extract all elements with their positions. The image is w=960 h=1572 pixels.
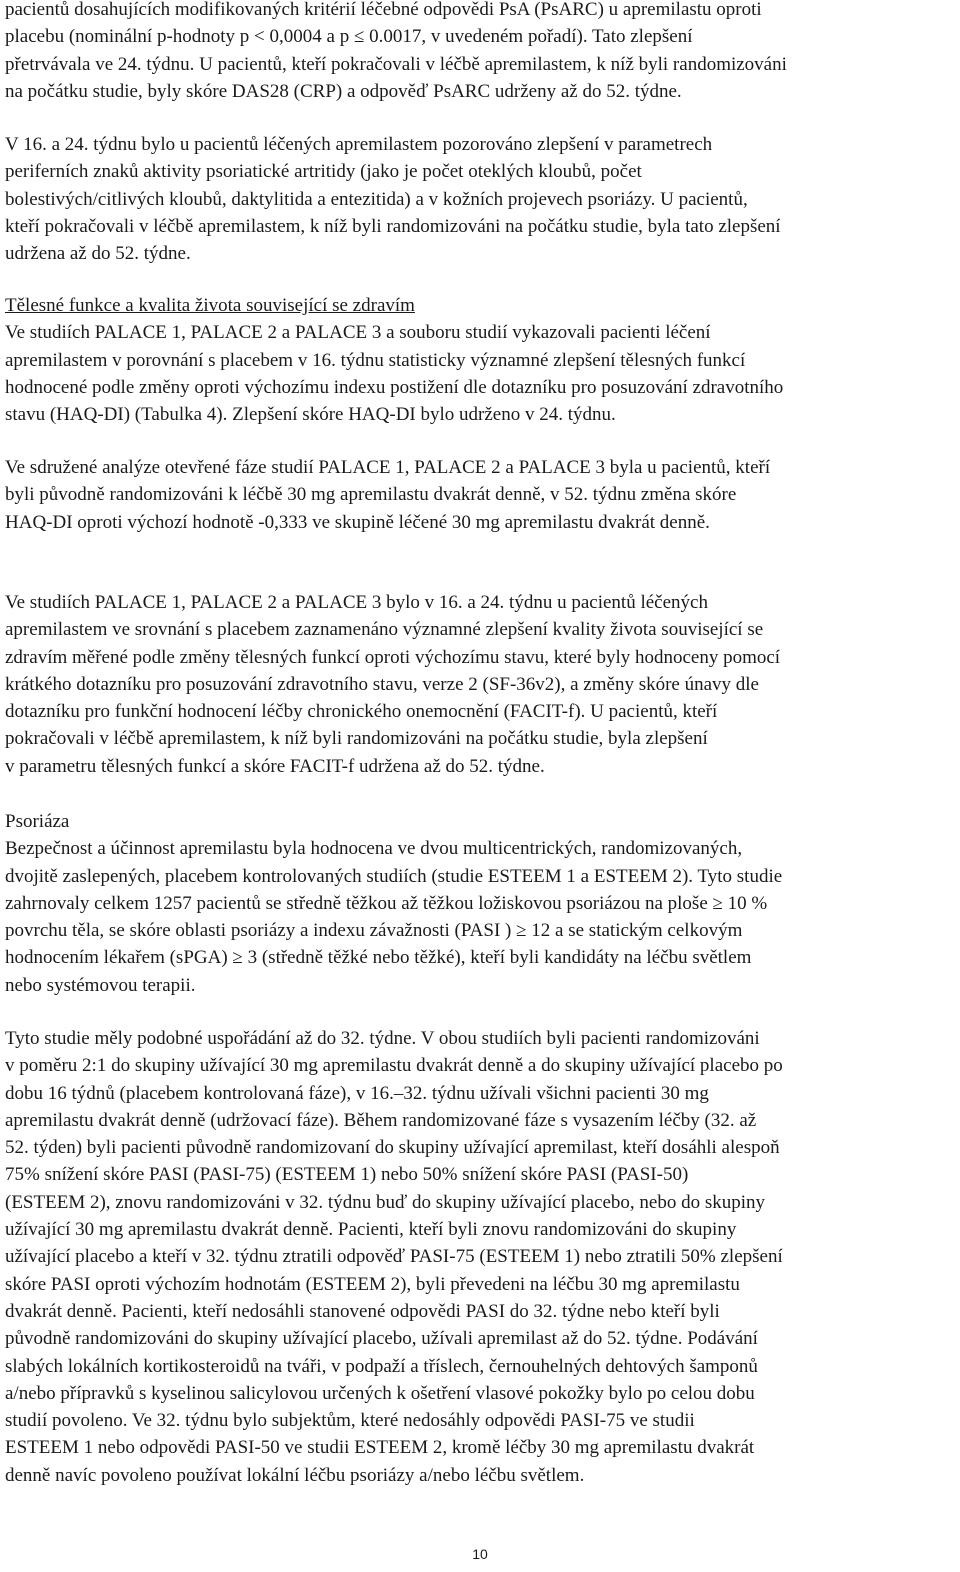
paragraph-open-label-analysis bbox=[5, 454, 770, 536]
text-line: bolestivých/citlivých kloubů, daktylitida a entezitida) a v kožních projevech psoriázy. U pacientů, bbox=[5, 188, 748, 210]
text-line: nebo systémovou terapii. bbox=[5, 974, 196, 996]
text-line: povrchu těla, se skóre oblasti psoriázy a indexu závažnosti (PASI ) ≥ 12 a se statickým celkovým bbox=[5, 920, 743, 942]
text-line: byli původně randomizováni k léčbě 30 mg apremilastu dvakrát denně, v 52. týdnu změna skóre bbox=[5, 484, 737, 506]
text-line: dvakrát denně. Pacienti, kteří nedosáhli stanovené odpovědi PASI do 32. týdne nebo kteří byli bbox=[5, 1300, 720, 1322]
text-line: zahrnovaly celkem 1257 pacientů se středně těžkou až těžkou ložiskovou psoriázou na ploše ≥ 10 % bbox=[5, 892, 768, 914]
page-number: 10 bbox=[472, 1546, 488, 1562]
section-psoriasis bbox=[5, 808, 782, 999]
text-line: přetrvávala ve 24. týdnu. U pacientů, kteří pokračovali v léčbě apremilastem, k níž byli randomizováni bbox=[5, 53, 787, 75]
text-line: dobu 16 týdnů (placebem kontrolovaná fáze), v 16.–32. týdnu užívali všichni pacienti 30 mg bbox=[5, 1082, 709, 1104]
text-line: apremilastu dvakrát denně (udržovací fáze). Během randomizované fáze s vysazením léčby (32. až bbox=[5, 1109, 757, 1131]
text-line: kteří pokračovali v léčbě apremilastem, k níž byli randomizováni na počátku studie, byla tato zlepšení bbox=[5, 215, 781, 237]
text-line: zdravím měřené podle změny tělesných funkcí oproti výchozímu stavu, které byly hodnoceny pomocí bbox=[5, 646, 781, 668]
text-line: Ve sdružené analýze otevřené fáze studií PALACE 1, PALACE 2 a PALACE 3 byla u pacientů, kteří bbox=[5, 457, 771, 478]
text-line: denně navíc povoleno používat lokální léčbu psoriázy a/nebo léčbu světlem. bbox=[5, 1464, 585, 1486]
text-line: apremilastem ve srovnání s placebem zaznamenáno významné zlepšení kvality života související se bbox=[5, 619, 764, 641]
text-line: 52. týden) byli pacienti původně randomizovaní do skupiny užívající apremilast, kteří dosáhli alespoň bbox=[5, 1137, 780, 1159]
text-line: na počátku studie, byly skóre DAS28 (CRP) a odpověď PsARC udrženy až do 52. týdne. bbox=[5, 80, 682, 102]
text-line: pacientů dosahujících modifikovaných kritérií léčebné odpovědi PsA (PsARC) u apremilastu oproti bbox=[5, 0, 762, 20]
text-line: periferních znaků aktivity psoriatické artritidy (jako je počet oteklých kloubů, počet bbox=[5, 161, 642, 183]
text-line: Ve studiích PALACE 1, PALACE 2 a PALACE 3 a souboru studií vykazovali pacienti léčení bbox=[5, 322, 711, 344]
text-line: dotazníku pro funkční hodnocení léčby chronického onemocnění (FACIT-f). U pacientů, kteří bbox=[5, 701, 718, 723]
section-heading: Psoriáza bbox=[5, 811, 70, 832]
text-line: krátkého dotazníku pro posuzování zdravotního stavu, verze 2 (SF-36v2), a změny skóre únavy dle bbox=[5, 673, 759, 695]
section-heading: Tělesné funkce a kvalita života související se zdravím bbox=[5, 295, 415, 316]
text-line: (ESTEEM 2), znovu randomizováni v 32. týdnu buď do skupiny užívající placebo, nebo do skupiny bbox=[5, 1191, 766, 1213]
paragraph-peripheral-signs bbox=[5, 131, 781, 267]
text-line: apremilastem v porovnání s placebem v 16. týdnu statisticky významné zlepšení tělesných funkcí bbox=[5, 349, 746, 371]
text-line: Ve studiích PALACE 1, PALACE 2 a PALACE 3 bylo v 16. a 24. týdnu u pacientů léčených bbox=[5, 592, 708, 613]
text-line: v parametru tělesných funkcí a skóre FACIT-f udržena až do 52. týdne. bbox=[5, 755, 545, 777]
text-line: a/nebo přípravků s kyselinou salicylovou určených k ošetření vlasové pokožky bylo po celou dobu bbox=[5, 1382, 755, 1404]
text-line: studií povoleno. Ve 32. týdnu bylo subjektům, které nedosáhly odpovědi PASI-75 ve studii bbox=[5, 1410, 695, 1432]
text-line: udržena až do 52. týdne. bbox=[5, 243, 191, 265]
paragraph-study-design bbox=[5, 1025, 783, 1489]
text-line: HAQ-DI oproti výchozí hodnotě -0,333 ve skupině léčené 30 mg apremilastu dvakrát denně. bbox=[5, 511, 710, 533]
section-physical-function bbox=[5, 292, 783, 428]
text-line: hodnocené podle změny oproti výchozímu indexu postižení dle dotazníku pro posuzování zdravotního bbox=[5, 376, 784, 398]
text-line: dvojitě zaslepených, placebem kontrolovaných studiích (studie ESTEEM 1 a ESTEEM 2). Tyto studie bbox=[5, 865, 783, 887]
text-line: v poměru 2:1 do skupiny užívající 30 mg apremilastu dvakrát denně a do skupiny užívající placebo po bbox=[5, 1055, 783, 1077]
text-line: pokračovali v léčbě apremilastem, k níž byli randomizováni na počátku studie, byla zlepšení bbox=[5, 728, 708, 750]
text-line: užívající 30 mg apremilastu dvakrát denně. Pacienti, kteří byli znovu randomizováni do skupiny bbox=[5, 1219, 737, 1241]
text-line: Tyto studie měly podobné uspořádání až do 32. týdne. V obou studiích byli pacienti randomizováni bbox=[5, 1028, 760, 1049]
text-line: skóre PASI oproti výchozím hodnotám (ESTEEM 2), byli převedeni na léčbu 30 mg apremilastu bbox=[5, 1273, 740, 1295]
text-line: stavu (HAQ-DI) (Tabulka 4). Zlepšení skóre HAQ-DI bylo udrženo v 24. týdnu. bbox=[5, 404, 616, 426]
text-line: Bezpečnost a účinnost apremilastu byla hodnocena ve dvou multicentrických, randomizovaných, bbox=[5, 838, 743, 860]
paragraph-psarc bbox=[5, 0, 787, 105]
text-line: ESTEEM 1 nebo odpovědi PASI-50 ve studii ESTEEM 2, kromě léčby 30 mg apremilastu dvakrát bbox=[5, 1437, 755, 1459]
text-line: původně randomizováni do skupiny užívající placebo, užívali apremilast až do 52. týdne. Podávání bbox=[5, 1328, 758, 1350]
text-line: hodnocením lékařem (sPGA) ≥ 3 (středně těžké nebo těžké), kteří byli kandidáty na léčbu světlem bbox=[5, 947, 752, 969]
text-line: 75% snížení skóre PASI (PASI-75) (ESTEEM 1) nebo 50% snížení skóre PASI (PASI-50) bbox=[5, 1164, 689, 1186]
paragraph-quality-of-life bbox=[5, 589, 780, 780]
text-line: placebu (nominální p-hodnoty p < 0,0004 a p ≤ 0.0017, v uvedeném pořadí). Tato zlepšení bbox=[5, 26, 693, 48]
text-line: V 16. a 24. týdnu bylo u pacientů léčených apremilastem pozorováno zlepšení v parametrech bbox=[5, 134, 713, 155]
text-line: slabých lokálních kortikosteroidů na tváři, v podpaží a tříslech, černouhelných dehtových šamponů bbox=[5, 1355, 758, 1377]
text-line: užívající placebo a kteří v 32. týdnu ztratili odpověď PASI-75 (ESTEEM 1) nebo ztratili 50% zlepšení bbox=[5, 1246, 783, 1268]
